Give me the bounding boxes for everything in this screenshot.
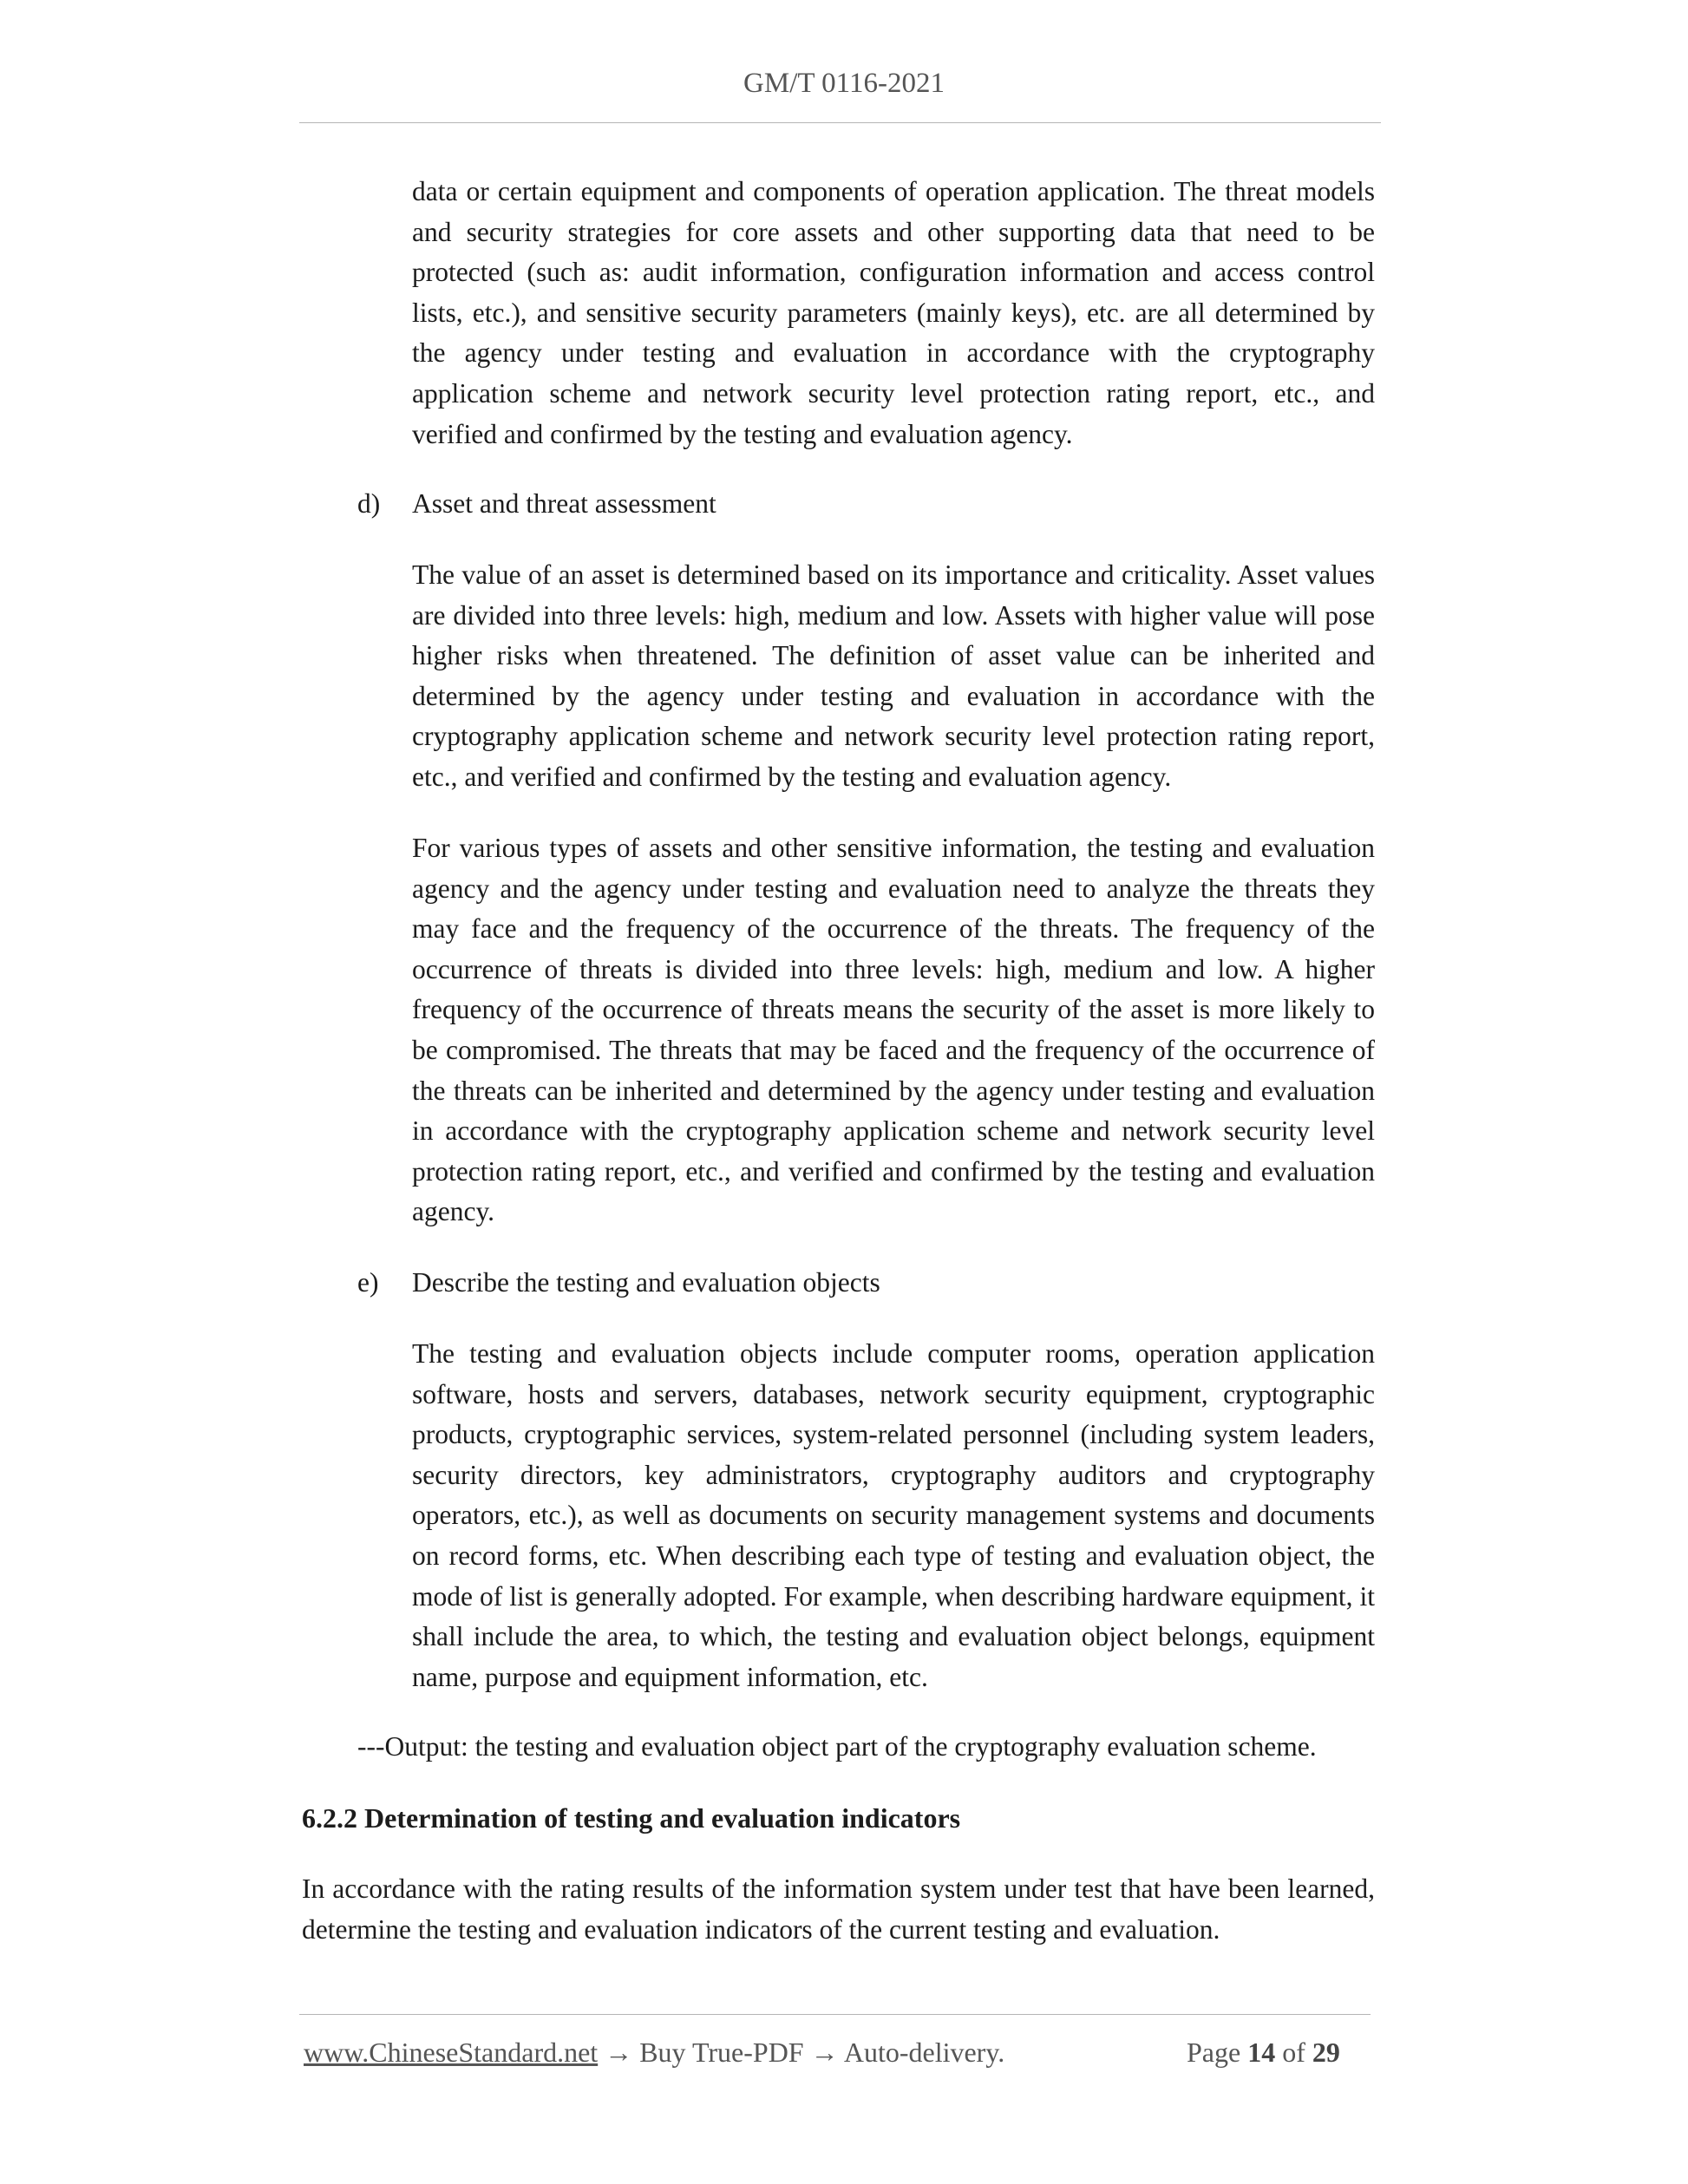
list-item-d-label: d): [357, 488, 381, 519]
page-total: 29: [1312, 2037, 1340, 2068]
output-note: ---Output: the testing and evaluation object part of the cryptography evaluation scheme.: [357, 1731, 1317, 1762]
chinese-standard-link[interactable]: www.ChineseStandard.net: [304, 2037, 599, 2068]
section-paragraph: [302, 1869, 1375, 1950]
asset-value-paragraph: [412, 555, 1375, 798]
evaluation-objects-paragraph: [412, 1334, 1375, 1697]
section-heading: 6.2.2 Determination of testing and evaluation indicators: [302, 1802, 961, 1834]
list-item-e-title: Describe the testing and evaluation objects: [412, 1267, 880, 1298]
page-current: 14: [1247, 2037, 1276, 2068]
footer-divider: [299, 2014, 1371, 2015]
list-item-d-title: Asset and threat assessment: [412, 488, 716, 519]
continuation-paragraph-text: data or certain equipment and components of operation application. The threat models and security strategies for core assets and other supporting data that need to be protected (such as: audit information, configuration information and access control lists, etc.), and sensitive security parameters (mainly keys), etc. are all determined by the agency under testing and evaluation in accordance with the cryptography application scheme and network security level protection rating report, etc., and verified and confirmed by the testing and evaluation agency.: [412, 176, 1375, 449]
threat-frequency-paragraph: [412, 828, 1375, 1233]
page-word: Page: [1187, 2037, 1241, 2068]
threat-frequency-paragraph-text: For various types of assets and other sensitive information, the testing and evaluation agency and the agency under testing and evaluation need to analyze the threats they may face and the frequency of the occurrence of the threats. The frequency of the occurrence of threats is divided into three levels: high, medium and low. A higher frequency of the occurrence of threats means the security of the asset is more likely to be compromised. The threats that may be faced and the frequency of the occurrence of the threats can be inherited and determined by the agency under testing and evaluation in accordance with the cryptography application scheme and network security level protection rating report, etc., and verified and confirmed by the testing and evaluation agency.: [412, 833, 1375, 1227]
list-item-e-label: e): [357, 1267, 379, 1298]
asset-value-paragraph-text: The value of an asset is determined based on its importance and criticality. Asset values are divided into three levels: high, medium and low. Assets with higher value will pose higher risks when threatened. The definition of asset value can be inherited and determined by the agency under testing and evaluation in accordance with the cryptography application scheme and network security level protection rating report, etc., and verified and confirmed by the testing and evaluation agency.: [412, 559, 1375, 792]
header-divider: [299, 122, 1381, 123]
page-number: [1187, 2037, 1340, 2069]
evaluation-objects-paragraph-text: The testing and evaluation objects include computer rooms, operation application software, hosts and servers, databases, network security equipment, cryptographic products, cryptographic services, system-related personnel (including system leaders, security directors, key administrators, cryptography auditors and cryptography operators, etc.), as well as documents on security management systems and documents on record forms, etc. When describing each type of testing and evaluation object, the mode of list is generally adopted. For example, when describing hardware equipment, it shall include the area, to which, the testing and evaluation object belongs, equipment name, purpose and equipment information, etc.: [412, 1338, 1375, 1692]
section-paragraph-text: In accordance with the rating results of the information system under test that have been learned, determine the testing and evaluation indicators of the current testing and evaluation.: [302, 1873, 1375, 1945]
continuation-paragraph: [412, 172, 1375, 454]
footer-tagline: → Buy True-PDF → Auto-delivery.: [598, 2037, 1005, 2068]
of-word: of: [1282, 2037, 1305, 2068]
document-number-header: GM/T 0116-2021: [743, 68, 945, 99]
footer-promo: [304, 2037, 1004, 2069]
